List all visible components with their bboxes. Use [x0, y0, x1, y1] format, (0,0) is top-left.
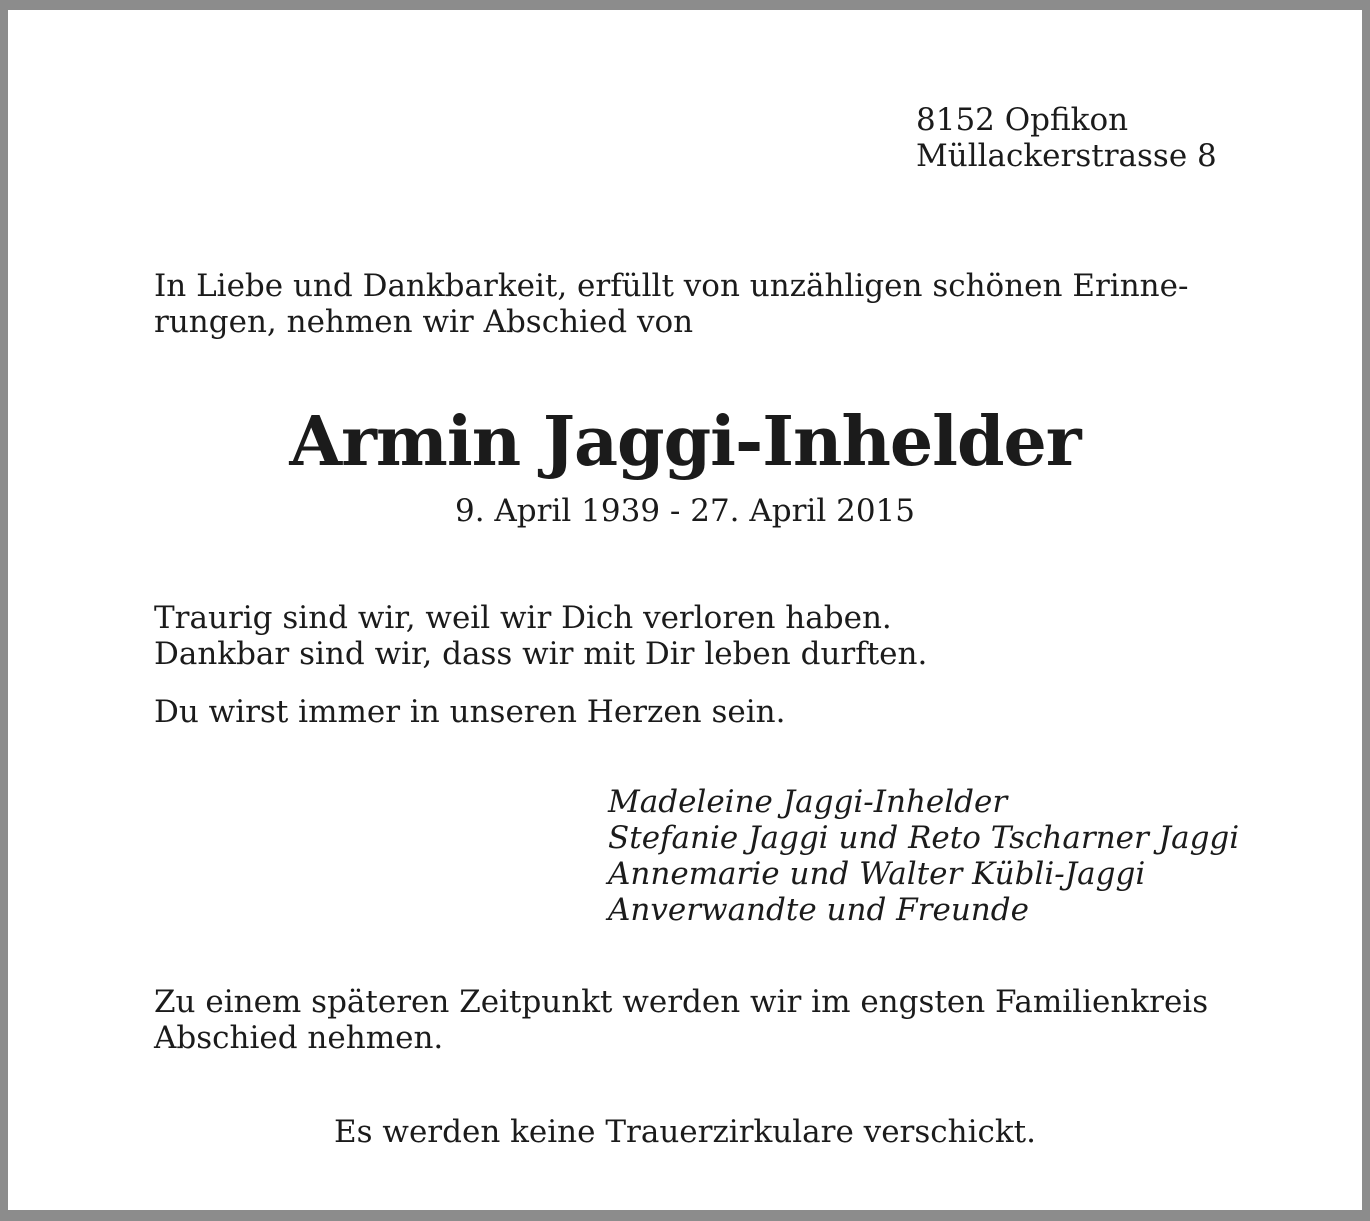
farewell-line-1: Zu einem späteren Zeitpunkt werden wir im engsten Familienkreis — [154, 984, 1209, 1020]
footer-note: Es werden keine Trauerzirkulare verschickt. — [334, 1114, 1036, 1150]
signers-list — [608, 784, 1239, 928]
address-street: Müllackerstrasse 8 — [916, 138, 1217, 174]
verse-line-2: Dankbar sind wir, dass wir mit Dir leben durften. — [154, 636, 928, 672]
verse-line-1: Traurig sind wir, weil wir Dich verloren haben. — [154, 600, 892, 636]
intro-line-1: In Liebe und Dankbarkeit, erfüllt von unzähligen schönen Erinne- — [154, 268, 1189, 304]
signer-item: Anverwandte und Freunde — [608, 892, 1029, 928]
farewell-text — [154, 984, 1208, 1056]
intro-text — [154, 268, 1188, 340]
life-dates: 9. April 1939 - 27. April 2015 — [454, 493, 916, 529]
memory-line: Du wirst immer in unseren Herzen sein. — [154, 694, 786, 730]
obituary-notice — [8, 10, 1362, 1210]
deceased-name: Armin Jaggi-Inhelder — [289, 402, 1081, 482]
address-city: 8152 Opfikon — [916, 102, 1129, 138]
signer-item: Annemarie und Walter Kübli-Jaggi — [608, 856, 1146, 892]
intro-line-2: rungen, nehmen wir Abschied von — [154, 304, 694, 340]
verse-text — [154, 600, 927, 672]
signer-item: Madeleine Jaggi-Inhelder — [608, 784, 1008, 820]
signer-item: Stefanie Jaggi und Reto Tscharner Jaggi — [608, 820, 1240, 856]
address-block — [916, 102, 1217, 174]
farewell-line-2: Abschied nehmen. — [154, 1020, 444, 1056]
